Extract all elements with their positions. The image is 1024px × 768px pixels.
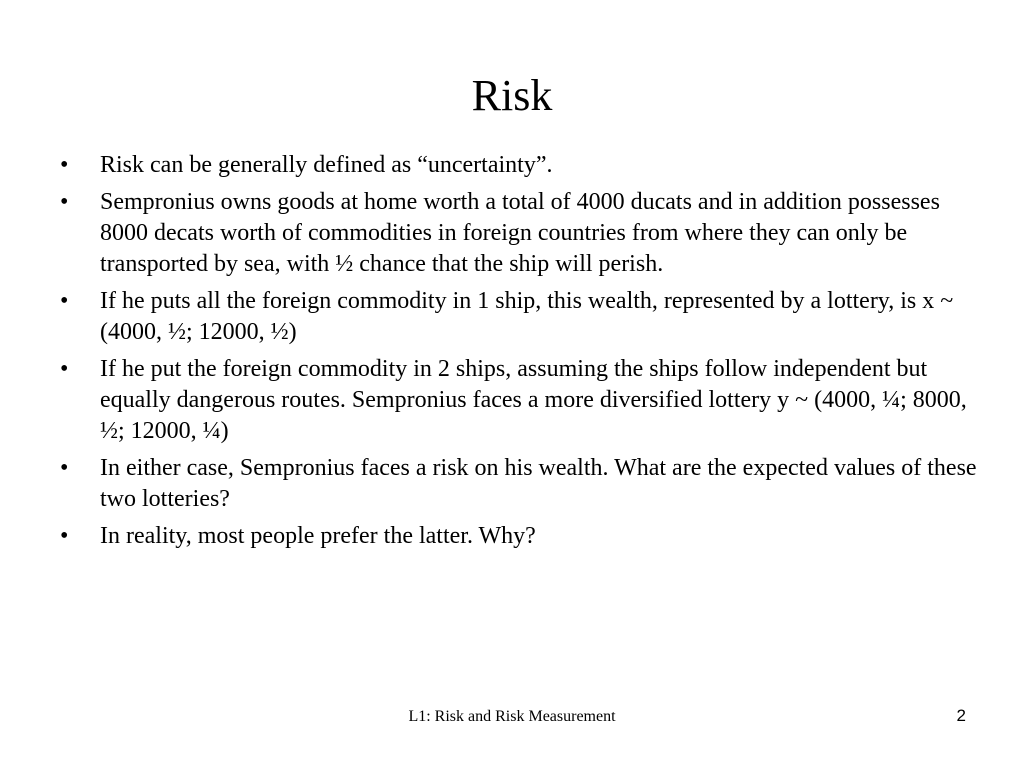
bullet-item [60,521,980,552]
bullet-item [60,453,980,515]
bullet-text: In either case, Sempronius faces a risk on his wealth. What are the expected values of these two lotteries? [100,455,977,512]
slide-title: Risk [471,71,553,120]
bullet-icon: • [60,455,69,481]
bullet-icon: • [60,288,69,314]
bullet-list [60,150,980,558]
slide-footer: L1: Risk and Risk Measurement [408,708,616,725]
bullet-icon: • [60,152,69,178]
bullet-text: Sempronius owns goods at home worth a total of 4000 ducats and in addition possesses 8000 decats worth of commodities in foreign countries from where they can only be transported by sea, with ½ chance that the ship will perish. [100,189,940,277]
bullet-icon: • [60,189,69,215]
bullet-item [60,286,980,348]
bullet-text: In reality, most people prefer the latter. Why? [100,523,536,549]
bullet-item [60,354,980,447]
bullet-icon: • [60,523,69,549]
bullet-text: Risk can be generally defined as “uncertainty”. [100,152,553,178]
bullet-text: If he puts all the foreign commodity in 1 ship, this wealth, represented by a lottery, is x ~ (4000, ½; 12000, ½) [100,288,954,345]
bullet-text: If he put the foreign commodity in 2 ships, assuming the ships follow independent but equally dangerous routes. Sempronius faces a more diversified lottery y ~ (4000, ¼; 8000, ½; 12000, ¼) [100,356,967,444]
bullet-icon: • [60,356,69,382]
bullet-item [60,150,980,181]
page-number: 2 [956,706,966,725]
bullet-item [60,187,980,280]
